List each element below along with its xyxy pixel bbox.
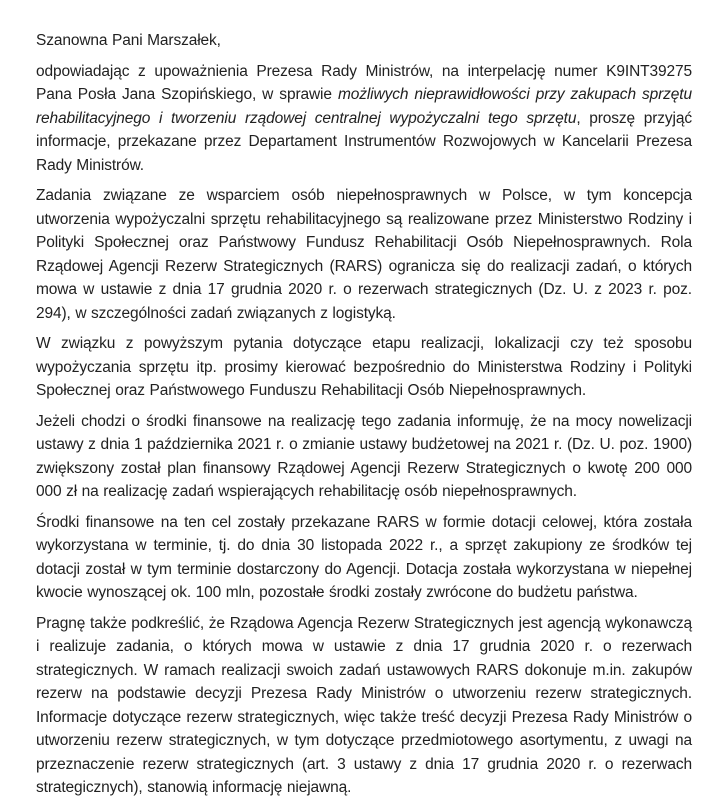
paragraph-intro <box>36 60 692 178</box>
paragraph-budget-amendment: Jeżeli chodzi o środki finansowe na realizację tego zadania informuję, że na mocy nowelizacji ustawy z dnia 1 października 2021 r. o zmianie ustawy budżetowej na 2021 r. (Dz. U. poz. 1900) zwiększony został plan finansowy Rządowej Agencji Rezerw Strategicznych o kwotę 200 000 000 zł na realizację zadań wspierających rehabilitację osób niepełnosprawnych. <box>36 412 692 500</box>
paragraph-tasks-support: Zadania związane ze wsparciem osób niepełnosprawnych w Polsce, w tym koncepcja utworzenia wypożyczalni sprzętu rehabilitacyjnego są realizowane przez Ministerstwo Rodziny i Polityki Społecznej oraz Państwowy Fundusz Rehabilitacji Osób Niepełnosprawnych. Rola Rządowej Agencji Rezerw Strategicznych (RARS) ogranicza się do realizacji zadań, o których mowa w ustawie z dnia 17 grudnia 2020 r. o rezerwach strategicznych (Dz. U. z 2023 r. poz. 294), w szczególności zadań związanych z logistyką. <box>36 187 692 322</box>
paragraph-redirect-questions: W związku z powyższym pytania dotyczące etapu realizacji, lokalizacji czy też sposobu wypożyczania sprzętu itp. prosimy kierować bezpośrednio do Ministerstwa Rodziny i Polityki Społecznej oraz Państwowego Funduszu Rehabilitacji Osób Niepełnosprawnych. <box>36 335 692 399</box>
salutation: Szanowna Pani Marszałek, <box>36 32 221 49</box>
paragraph-classified-info: Pragnę także podkreślić, że Rządowa Agencja Rezerw Strategicznych jest agencją wykonawczą i realizuje zadania, o których mowa w ustawie z dnia 17 grudnia 2020 r. o rezerwach strategicznych. W ramach realizacji swoich zadań ustawowych RARS dokonuje m.in. zakupów rezerw na podstawie decyzji Prezesa Rady Ministrów o utworzeniu rezerw strategicznych. Informacje dotyczące rezerw strategicznych, więc także treść decyzji Prezesa Rady Ministrów o utworzeniu rezerw strategicznych, w tym dotyczące przedmiotowego asortymentu, z uwagi na przeznaczenie rezerw strategicznych (art. 3 ustawy z dnia 17 grudnia 2020 r. o rezerwach strategicznych), stanowią informację niejawną. <box>36 614 692 796</box>
paragraph-intro-interpellation-subject: możliwych nieprawidłowości przy zakupach sprzętu rehabilitacyjnego i tworzeniu rządowej centralnej wypożyczalni tego sprzętu <box>36 86 692 127</box>
paragraph-subsidy-usage: Środki finansowe na ten cel zostały przekazane RARS w formie dotacji celowej, która została wykorzystana w terminie, tj. do dnia 30 listopada 2022 r., a sprzęt zakupiony ze środków tej dotacji został w tym terminie dostarczony do Agencji. Dotacja została wykorzystana w niepełnej kwocie wynoszącej ok. 100 mln, pozostałe środki zostały zwrócone do budżetu państwa. <box>36 513 692 601</box>
paragraph-intro-text-before: odpowiadając z upoważnienia Prezesa Rady Ministrów, na interpelację numer K9INT39275 Pana Posła Jana Szopińskiego, w sprawie <box>36 62 692 103</box>
paragraph-intro-text-after: , proszę przyjąć informacje, przekazane przez Departament Instrumentów Rozwojowych w Kancelarii Prezesa Rady Ministrów. <box>36 109 692 174</box>
